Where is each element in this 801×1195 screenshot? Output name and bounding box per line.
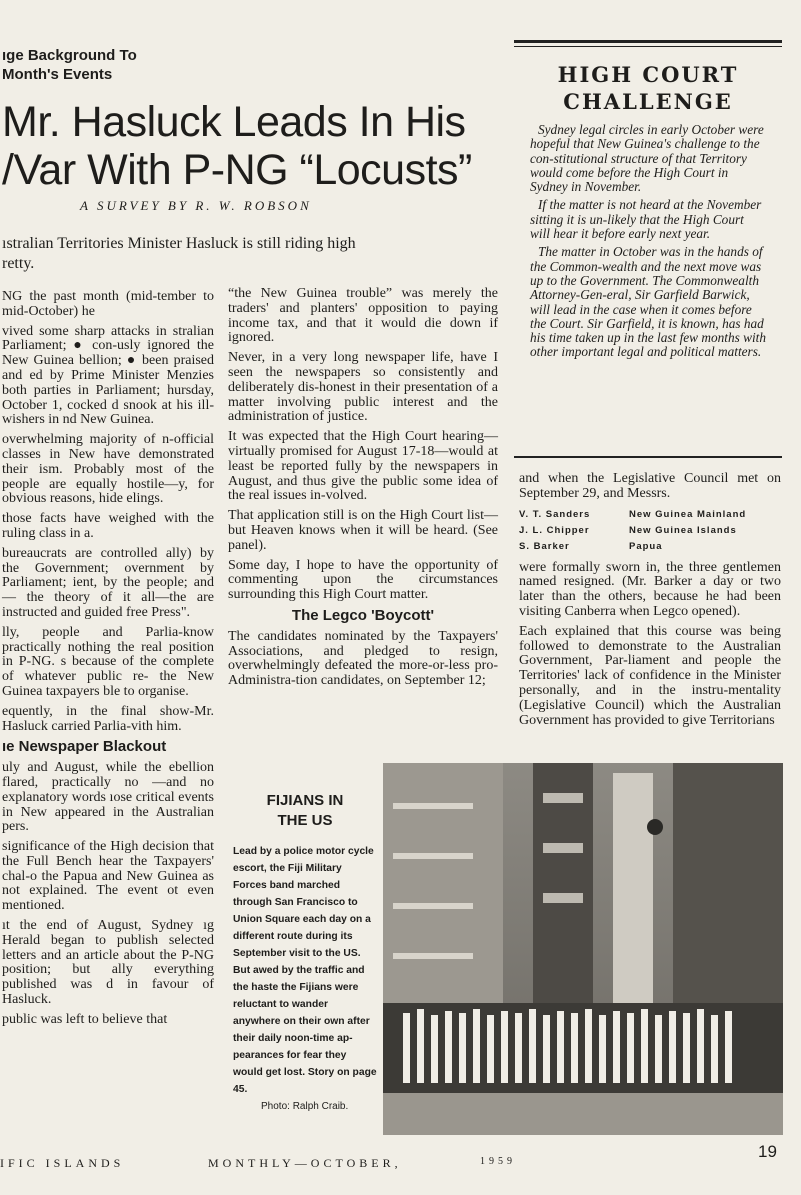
- byline: A SURVEY BY R. W. ROBSON: [80, 198, 312, 213]
- member-area: New Guinea Mainland: [629, 508, 747, 520]
- member-name: V. T. Sanders: [519, 508, 591, 520]
- page-number: 19: [758, 1142, 777, 1161]
- caption-title-line-1: FIJIANS IN: [266, 792, 344, 809]
- column-3-paragraph: Each explained that this course was being followed to demonstrate to the Australian Government, Par-liament and people the Territories' lack of confidence in the Minister personally, and in the instru-mentality (Legislative Council) which the Australian Government has provided to give Territorians: [519, 623, 781, 728]
- caption-body: Lead by a police motor cycle escort, the Fiji Military Forces band marched through San Francisco to Union Square each day on a different route during its September visit to the US. But awed by the traffic and the haste the Fijians were reluctant to wander anywhere on their own after their daily noon-time ap-pearances for fear they would get lost. Story on page 45.: [233, 846, 377, 1095]
- column-1-paragraph: significance of the High decision that the Full Bench hear the Taxpayers' chal-o the Papua and New Guinea as not explained. The event ot even mentioned.: [2, 839, 214, 914]
- footer-issue: MONTHLY—OCTOBER,: [208, 1156, 402, 1170]
- member-area: New Guinea Islands: [629, 524, 737, 536]
- column-2-paragraph: Some day, I hope to have the opportunity of commenting upon the circumstances surrounding this High Court matter.: [228, 557, 498, 603]
- column-1-paragraph: those facts have weighed with the ruling class in a.: [2, 511, 214, 541]
- fijian-band-photo: [383, 763, 783, 1135]
- column-2-paragraph: The candidates nominated by the Taxpayers' Associations, and pledged to resign, overwhelmingly defeated the more-or-less pro-Administra-tion candidates, on September 12;: [228, 628, 498, 689]
- panel-title-line-1: HIGH COURT: [557, 62, 739, 87]
- page-footer: [0, 1142, 801, 1178]
- kicker-line-2: Month's Events: [2, 66, 113, 83]
- column-1-paragraph: NG the past month (mid-tember to mid-October) he: [2, 289, 214, 319]
- kicker-line-1: ıge Background To: [2, 47, 137, 64]
- footer-year: 1959: [480, 1156, 516, 1167]
- column-2-paragraph: “the New Guinea trouble” was merely the traders' and planters' opposition to paying income tax, and that it would die down if ignored.: [228, 286, 498, 346]
- lede-line-2: retty.: [2, 255, 35, 272]
- member-area: Papua: [629, 540, 663, 552]
- article-headline: [2, 98, 472, 194]
- column-2-paragraph: It was expected that the High Court hearing—virtually promised for August 17-18—would at least be reported fully by the newspapers in August, and thus give the public some idea of the real issues in-volved.: [228, 429, 498, 504]
- column-1-paragraph: ıt the end of August, Sydney ıg Herald began to publish selected letters and an article about the P-NG position; but ally everything published was d in favour of Hasluck.: [2, 918, 214, 1008]
- caption-title-line-2: THE US: [277, 812, 333, 829]
- photo-caption: [233, 791, 377, 1112]
- column-1-paragraph: vived some sharp attacks in stralian Parliament; ● con-usly ignored the New Guinea bellion; ● been praised and ed by Prime Minister Menzies both parties in Parliament; hursday, October 1, cocked d snook at his ill-wishers in nd New Guinea.: [2, 323, 214, 428]
- column-1-paragraph: lly, people and Parlia-know practically nothing the real position in P-NG. s because of the complete of whatever public re- the New Guinea taxpayers ble to organise.: [2, 624, 214, 699]
- column-2: [228, 287, 498, 694]
- panel-title-line-2: CHALLENGE: [563, 89, 733, 114]
- column-3-paragraph: and when the Legislative Council met on September 29, and Messrs.: [519, 471, 781, 501]
- headline-line-1: Mr. Hasluck Leads In His: [2, 98, 466, 146]
- high-court-panel: [514, 40, 782, 460]
- column-1-paragraph: overwhelming majority of n-official classes in New have demonstrated their ism. Probably most of the people are equally hostile—y, for obvious reasons, hide elings.: [2, 432, 214, 507]
- article-kicker: [2, 46, 137, 84]
- column-1-paragraph: uly and August, while the ebellion flared, practically no —and no explanatory words ıose critical events in New appeared in the Australian pers.: [2, 760, 214, 835]
- member-row: [519, 507, 781, 523]
- member-list: [519, 507, 781, 555]
- panel-body: [514, 123, 782, 360]
- panel-paragraph: If the matter is not heard at the November sitting it is un-likely that the High Court will hear it before early next year.: [530, 197, 762, 242]
- lede-line-1: ıstralian Territories Minister Hasluck is still riding high: [2, 235, 356, 252]
- panel-paragraph: Sydney legal circles in early October were hopeful that New Guinea's challenge to the con-stitutional structure of that Territory would come before the High Court in Sydney in November.: [530, 122, 764, 195]
- panel-bottom-rule: [514, 456, 782, 458]
- caption-title: [233, 791, 377, 831]
- member-row: [519, 523, 781, 539]
- panel-paragraph: The matter in October was in the hands of the Common-wealth and the next move was up to the Government. The Commonwealth Attorney-Gen-eral, Sir Garfield Barwick, will lead in the case when it comes before the Court. Sir Garfield, it is known, has had his time taken up in the last few months with other important legal and political matters.: [530, 244, 767, 360]
- parade-photo-illustration: [383, 763, 783, 1135]
- panel-top-rule: [514, 40, 782, 43]
- photo-credit: Photo: Ralph Craib.: [261, 1101, 349, 1112]
- lede: [2, 234, 472, 274]
- column-1: [2, 290, 214, 1033]
- column-3: [519, 472, 781, 733]
- column-3-paragraph: were formally sworn in, the three gentlemen named resigned. (Mr. Barker a day or two later than the others, because he had been visiting Canberra when Legco opened).: [519, 559, 781, 619]
- column-1-paragraph: bureaucrats are controlled ally) by the Government; overnment by Parliament; ient, by the people; and— the theory of it all—the are instructed and guided free Press".: [2, 545, 214, 620]
- footer-publication: IFIC ISLANDS: [0, 1156, 125, 1170]
- column-2-paragraph: Never, in a very long newspaper life, have I seen the newspapers so consistently and deliberately dis-honest in their presentation of a matter involving public interest and the administration of justice.: [228, 350, 498, 425]
- member-row: [519, 539, 781, 555]
- column-2-paragraph: That application still is on the High Court list—but Heaven knows when it will be heard. (See panel).: [228, 508, 498, 553]
- panel-top-rule-thin: [514, 46, 782, 47]
- column-1-paragraph: equently, in the final show-Mr. Hasluck carried Parlia-vith him.: [2, 703, 214, 734]
- member-name: J. L. Chipper: [519, 524, 590, 536]
- column-1-paragraph: public was left to believe that: [2, 1011, 168, 1027]
- panel-title: [514, 61, 782, 115]
- member-name: S. Barker: [519, 540, 570, 552]
- headline-line-2: /Var With P-NG “Locusts”: [2, 146, 472, 194]
- subhead-newspaper-blackout: ıe Newspaper Blackout: [2, 738, 167, 756]
- subhead-legco-boycott: The Legco 'Boycott': [291, 606, 435, 624]
